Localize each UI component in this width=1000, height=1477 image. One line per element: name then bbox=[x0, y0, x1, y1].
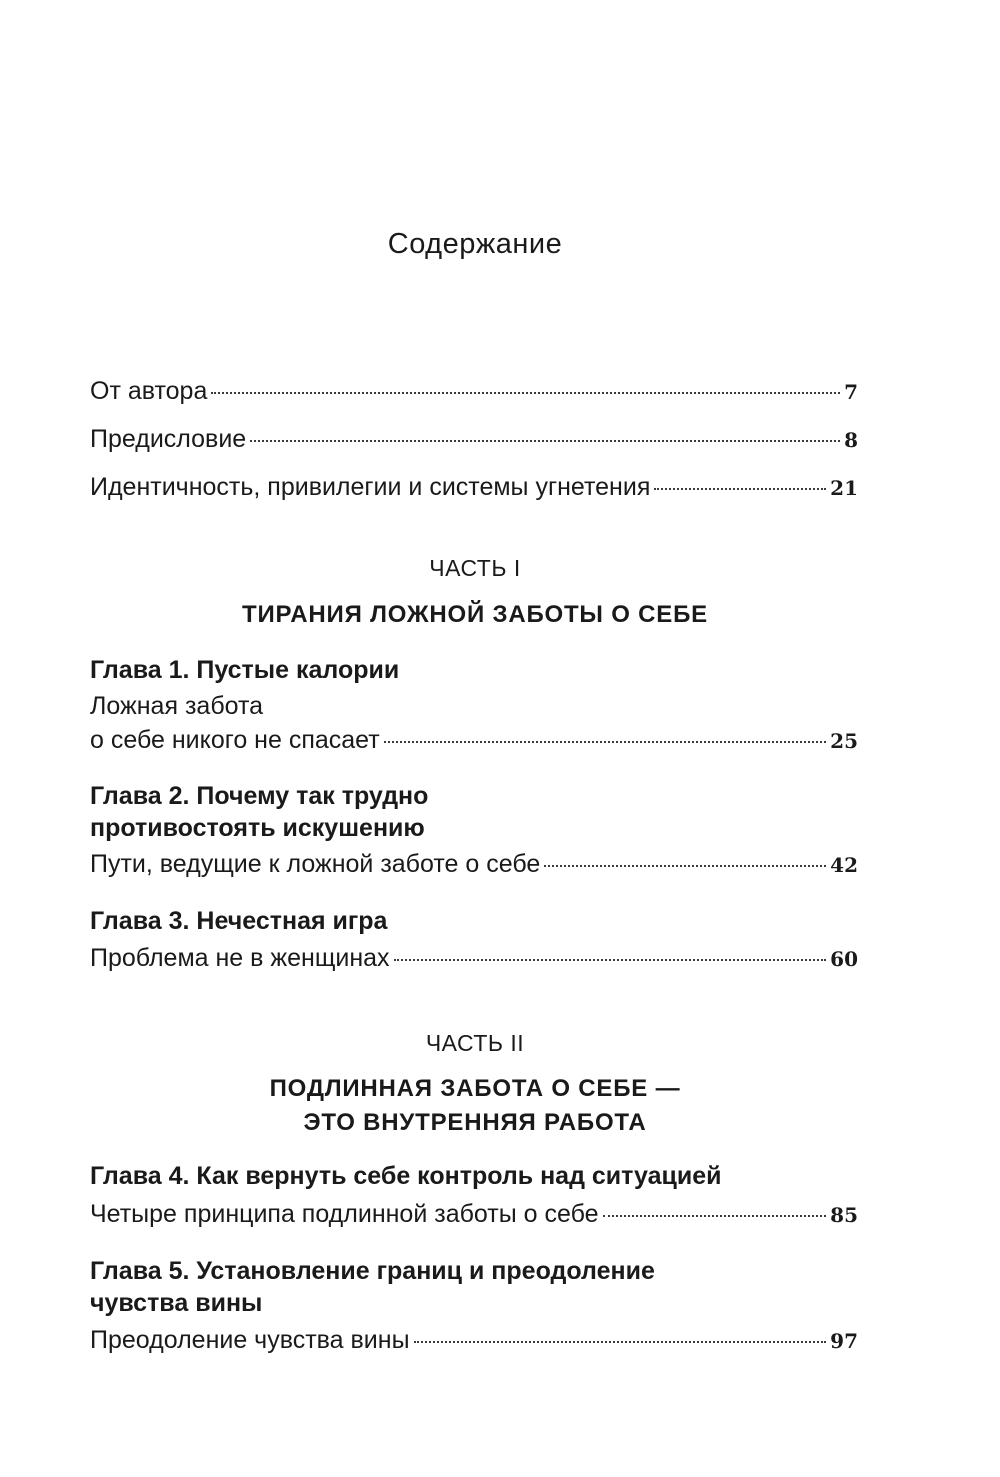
part-2-label: ЧАСТЬ II bbox=[425, 1030, 525, 1056]
entry-label: Идентичность, привилегии и системы угнетения bbox=[90, 473, 651, 501]
entry-label: Пути, ведущие к ложной заботе о себе bbox=[90, 850, 541, 878]
chapter-4-heading[interactable]: Глава 4. Как вернуть себе контроль над ситуацией bbox=[90, 1162, 722, 1190]
toc-entry-chapter-4[interactable] bbox=[90, 1198, 858, 1231]
entry-label: От автора bbox=[90, 377, 208, 405]
toc-entry-chapter-1[interactable] bbox=[90, 724, 858, 757]
dot-leader bbox=[544, 865, 826, 867]
dot-leader bbox=[394, 959, 827, 961]
page-number: 42 bbox=[830, 853, 858, 877]
page-number: 85 bbox=[830, 1203, 858, 1227]
page-number: 8 bbox=[844, 428, 858, 452]
page-title: Содержание bbox=[387, 228, 563, 260]
page-number: 97 bbox=[830, 1329, 858, 1353]
page-number: 7 bbox=[844, 380, 858, 404]
entry-label: о себе никого не спасает bbox=[90, 726, 380, 754]
chapter-2-heading-line-2[interactable]: противостоять искушению bbox=[90, 814, 425, 842]
chapter-1-subtitle-line-1: Ложная забота bbox=[90, 692, 264, 720]
page-number: 25 bbox=[830, 729, 858, 753]
toc-entry-chapter-5[interactable] bbox=[90, 1324, 858, 1357]
dot-leader bbox=[211, 392, 840, 394]
dot-leader bbox=[654, 488, 826, 490]
dot-leader bbox=[414, 1341, 827, 1343]
toc-entry-identity[interactable] bbox=[90, 471, 858, 504]
chapter-5-heading-line-1[interactable]: Глава 5. Установление границ и преодоление bbox=[90, 1257, 655, 1285]
part-2-title-line-1: ПОДЛИННАЯ ЗАБОТА О СЕБЕ — bbox=[269, 1075, 681, 1102]
toc-entry-from-author[interactable] bbox=[90, 375, 858, 408]
chapter-1-heading[interactable]: Глава 1. Пустые калории bbox=[90, 656, 400, 684]
entry-label: Четыре принципа подлинной заботы о себе bbox=[90, 1200, 599, 1228]
chapter-5-heading-line-2[interactable]: чувства вины bbox=[90, 1289, 263, 1317]
part-2-title-line-2: ЭТО ВНУТРЕННЯЯ РАБОТА bbox=[303, 1109, 647, 1136]
dot-leader bbox=[384, 741, 826, 743]
part-1-title: ТИРАНИЯ ЛОЖНОЙ ЗАБОТЫ О СЕБЕ bbox=[242, 601, 708, 628]
chapter-3-heading[interactable]: Глава 3. Нечестная игра bbox=[90, 907, 388, 935]
page-number: 60 bbox=[830, 947, 858, 971]
chapter-2-heading-line-1[interactable]: Глава 2. Почему так трудно bbox=[90, 782, 429, 810]
entry-label: Проблема не в женщинах bbox=[90, 944, 390, 972]
part-1-label: ЧАСТЬ I bbox=[429, 555, 521, 581]
entry-label: Преодоление чувства вины bbox=[90, 1326, 410, 1354]
toc-entry-preface[interactable] bbox=[90, 423, 858, 456]
dot-leader bbox=[603, 1215, 827, 1217]
page-number: 21 bbox=[830, 476, 858, 500]
toc-entry-chapter-2[interactable] bbox=[90, 848, 858, 881]
dot-leader bbox=[250, 440, 840, 442]
entry-label: Предисловие bbox=[90, 425, 247, 453]
toc-entry-chapter-3[interactable] bbox=[90, 942, 858, 975]
